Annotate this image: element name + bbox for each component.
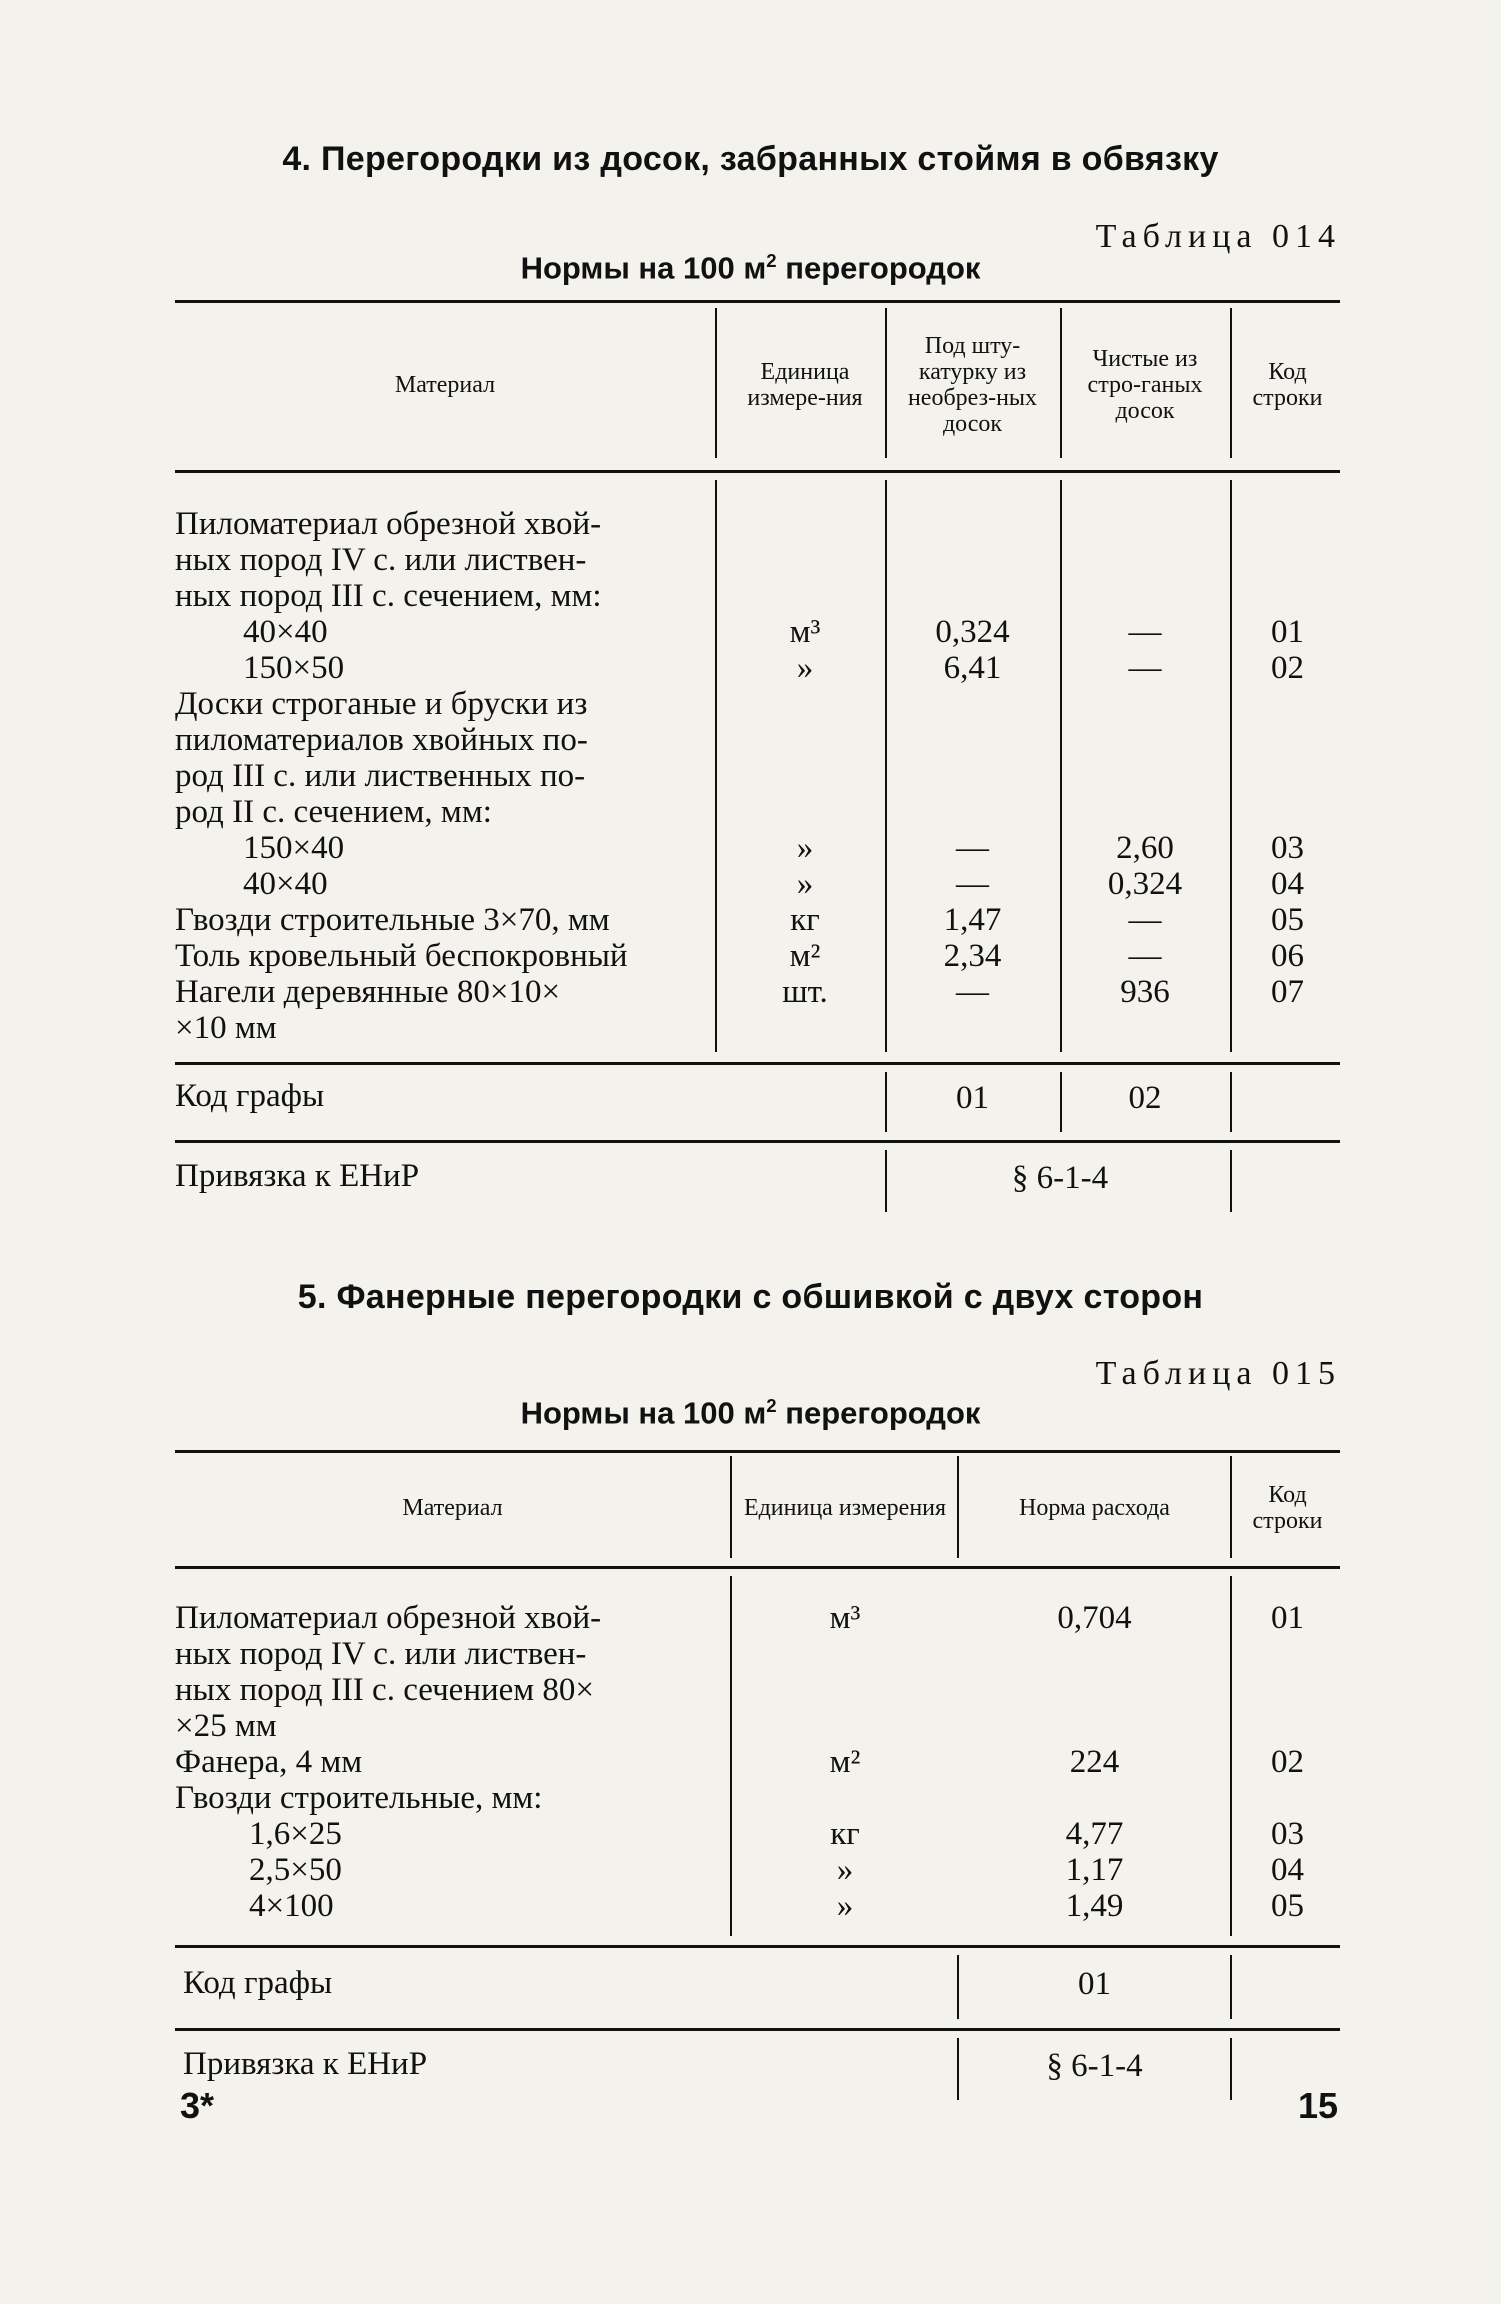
material-line: 40×40 [243,614,328,650]
header-material: Материал [394,372,496,398]
privyazka-value: § 6-1-4 [1011,1160,1109,1196]
cell-unit: шт. [782,974,828,1010]
material-line: пиломатериалов хвойных по- [175,722,588,758]
kod-grafy-label: Код графы [183,1965,333,2001]
cell-unit: м² [829,1744,861,1780]
section-5-norms-title: Нормы на 100 $м^2$ перегородок [520,1395,981,1431]
material-line: 150×40 [243,830,345,866]
privyazka-label: Привязка к ЕНиР [183,2046,428,2082]
cell-value: 1,17 [1065,1852,1124,1888]
material-line: 2,5×50 [249,1852,342,1888]
header-row-code: Код строки [1252,1482,1323,1534]
cell-value: 0,324 [1107,866,1183,902]
header-norm: Норма расхода [1019,1495,1170,1521]
cell-value: 224 [1069,1744,1120,1780]
material-line: род II с. сечением, мм: [175,794,492,830]
privyazka-label: Привязка к ЕНиР [175,1158,420,1194]
cell-unit: » [836,1852,854,1888]
cell-code: 07 [1271,974,1304,1010]
material-line: Гвозди строительные 3×70, мм [175,902,610,938]
cell-value: 1,49 [1065,1888,1124,1924]
table-014 [175,300,1340,1220]
material-line: Доски строганые и бруски из [175,686,588,722]
material-line: 1,6×25 [249,1816,342,1852]
cell-code: 03 [1271,830,1304,866]
material-line: Нагели деревянные 80×10× [175,974,561,1010]
material-line: ×10 мм [175,1010,277,1046]
header-planed-boards: Чистые из стро-ганых досок [1087,346,1203,424]
cell-code: 06 [1271,938,1304,974]
material-line: Фанера, 4 мм [175,1744,363,1780]
cell-code: 03 [1271,1816,1304,1852]
cell-value: 1,47 [943,902,1002,938]
section-5-title: 5. Фанерные перегородки с обшивкой с двух сторон [297,1278,1204,1316]
cell-value: — [1128,938,1162,974]
material-line: Гвозди строительные, мм: [175,1780,543,1816]
kod-grafy-value: 01 [1078,1966,1111,2002]
cell-value: — [956,866,989,902]
cell-unit: » [796,866,814,902]
kod-grafy-value: 02 [1128,1080,1162,1116]
page-number: 15 [1297,2085,1338,2126]
material-line: ных пород IV с. или листвен- [175,1636,587,1672]
privyazka-value: § 6-1-4 [1046,2048,1143,2084]
cell-code: 04 [1271,866,1304,902]
material-line: 4×100 [249,1888,334,1924]
header-row-code: Код строки [1252,359,1323,411]
cell-unit: м² [789,938,821,974]
cell-code: 02 [1271,1744,1304,1780]
material-line: ×25 мм [175,1708,277,1744]
cell-unit: » [796,830,814,866]
cell-value: 936 [1120,974,1170,1010]
cell-unit: кг [830,1816,860,1852]
section-4-title: 4. Перегородки из досок, забранных стоймя в обвязку [282,140,1219,178]
cell-value: 0,704 [1057,1600,1132,1636]
cell-value: 2,34 [943,938,1002,974]
cell-value: — [1128,614,1162,650]
cell-value: — [956,830,989,866]
material-line: род III с. или лиственных по- [175,758,586,794]
cell-value: — [1128,902,1162,938]
material-line: ных пород IV с. или листвен- [175,542,587,578]
kod-grafy-value: 01 [956,1080,989,1116]
cell-unit: м³ [789,614,821,650]
cell-value: 0,324 [935,614,1010,650]
material-line: ных пород III с. сечением, мм: [175,578,602,614]
signature-mark: 3* [180,2085,215,2126]
cell-code: 02 [1271,650,1304,686]
header-plaster-boards: Под шту-катурку из необрез-ных досок [907,333,1038,437]
material-line: Пиломатериал обрезной хвой- [175,506,602,542]
header-unit: Единица измерения [743,1495,947,1521]
cell-code: 01 [1271,614,1304,650]
cell-unit: » [796,650,814,686]
material-line: 40×40 [243,866,328,902]
cell-value: 4,77 [1065,1816,1124,1852]
cell-value: — [1128,650,1162,686]
cell-unit: кг [790,902,820,938]
cell-value: 2,60 [1116,830,1174,866]
section-4-norms-title: Нормы на 100 $м^2$ перегородок [520,250,981,286]
header-material: Материал [402,1495,503,1521]
table-014-label: Таблица 014 [1095,218,1341,255]
cell-code: 01 [1271,1600,1304,1636]
material-line: Пиломатериал обрезной хвой- [175,1600,602,1636]
cell-unit: м³ [829,1600,861,1636]
kod-grafy-label: Код графы [175,1078,325,1114]
material-line: 150×50 [243,650,345,686]
cell-value: 6,41 [943,650,1002,686]
table-015 [175,1450,1340,2100]
cell-code: 05 [1271,1888,1304,1924]
cell-unit: » [836,1888,854,1924]
table-015-label: Таблица 015 [1095,1355,1341,1392]
material-line: Толь кровельный беспокровный [175,938,628,974]
header-unit: Единица измере-ния [747,359,863,411]
material-line: ных пород III с. сечением 80× [175,1672,595,1708]
cell-code: 05 [1271,902,1304,938]
cell-value: — [956,974,989,1010]
cell-code: 04 [1271,1852,1304,1888]
